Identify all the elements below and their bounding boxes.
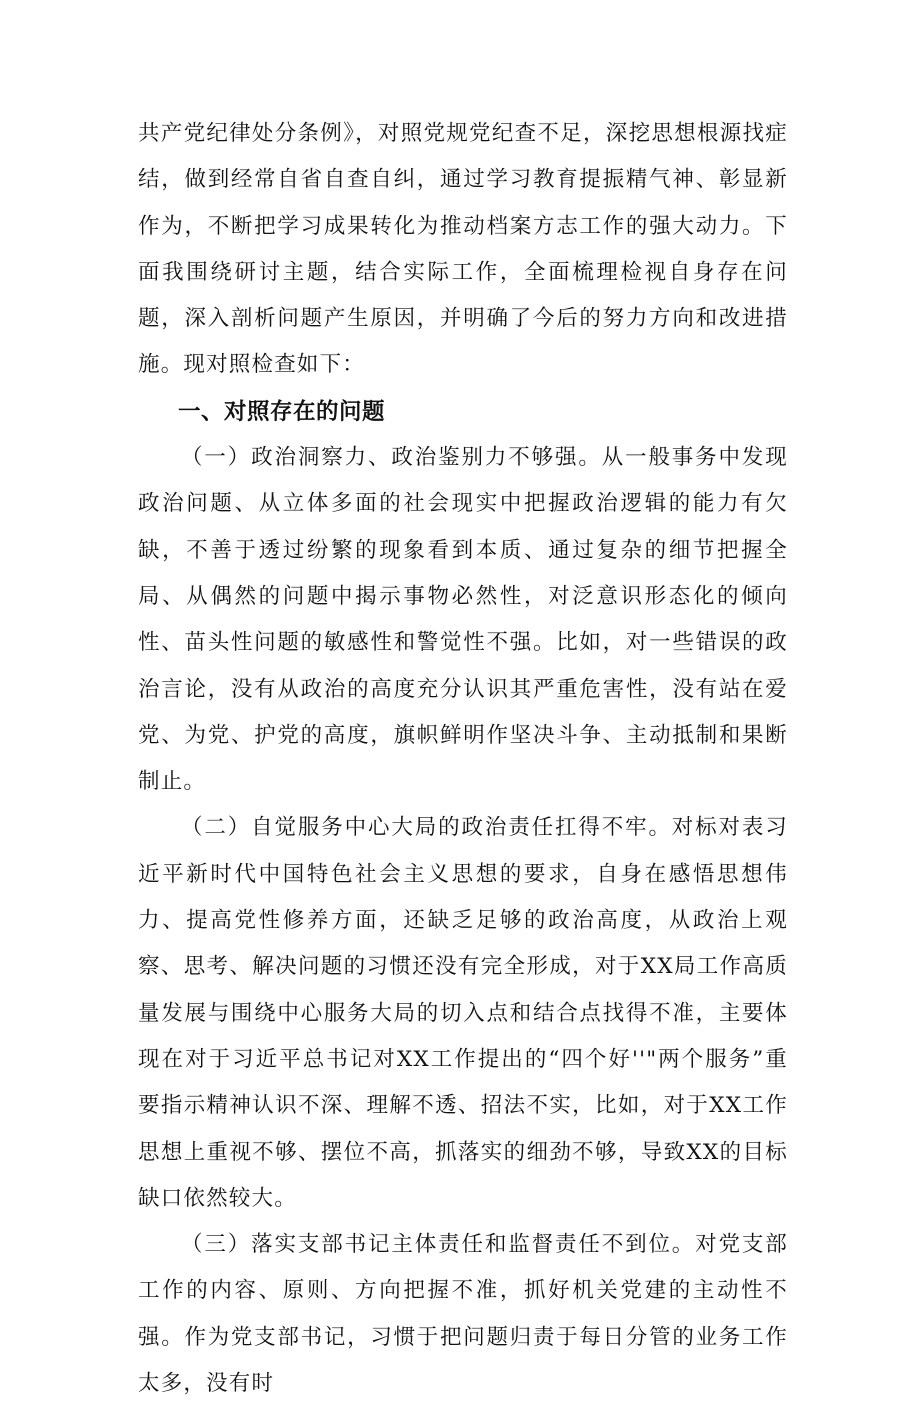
paragraph-1: （一）政治洞察力、政治鉴别力不够强。从一般事务中发现政治问题、从立体多面的社会现实中把握政治逻辑的能力有欠缺，不善于透过纷繁的现象看到本质、通过复杂的细节把握全局、从偶然的问题中揭示事物必然性，对泛意识形态化的倾向性、苗头性问题的敏感性和警觉性不强。比如，对一些错误的政治言论，没有从政治的高度充分认识其严重危害性，没有站在爱党、为党、护党的高度，旗帜鲜明作坚决斗争、主动抵制和果断制止。 (138, 445, 788, 795)
intro-paragraph: 共产党纪律处分条例》，对照党规党纪查不足，深挖思想根源找症结，做到经常自省自查自纠，通过学习教育提振精气神、彰显新作为，不断把学习成果转化为推动档案方志工作的强大动力。下面我围绕研讨主题，结合实际工作，全面梳理检视自身存在问题，深入剖析问题产生原因，并明确了今后的努力方向和改进措施。现对照检查如下： (138, 121, 788, 378)
document-body (138, 111, 788, 1407)
paragraph-3: （三）落实支部书记主体责任和监督责任不到位。对党支部工作的内容、原则、方向把握不准，抓好机关党建的主动性不强。作为党支部书记，习惯于把问题归责于每日分管的业务工作太多，没有时 (138, 1232, 788, 1397)
section-heading: 一、对照存在的问题 (178, 398, 386, 425)
paragraph-2: （二）自觉服务中心大局的政治责任扛得不牢。对标对表习近平新时代中国特色社会主义思想的要求，自身在感悟思想伟力、提高党性修养方面，还缺乏足够的政治高度，从政治上观察、思考、解决问题的习惯还没有完全形成，对于XX局工作高质量发展与围绕中心服务大局的切入点和结合点找得不准，主要体现在对于习近平总书记对XX工作提出的“四个好''"两个服务”重要指示精神认识不深、理解不透、招法不实，比如，对于XX工作思想上重视不够、摆位不高，抓落实的细劲不够，导致XX的目标缺口依然较大。 (138, 815, 788, 1211)
